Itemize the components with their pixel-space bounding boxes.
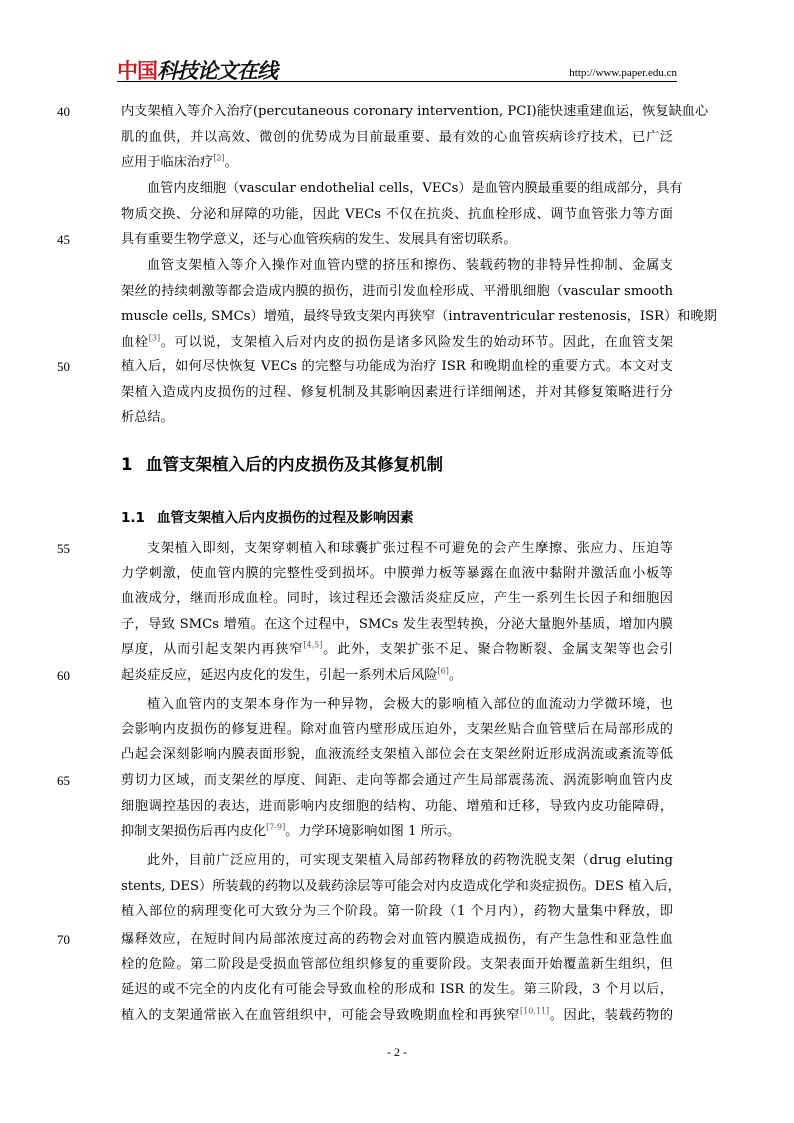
page-number: - 2 - bbox=[387, 1045, 407, 1059]
line-number: 45 bbox=[57, 232, 70, 247]
logo-black-text: 科技论文在线 bbox=[157, 59, 277, 83]
body-line: 应用于临床治疗[2]。 bbox=[121, 153, 238, 170]
body-line: 爆释效应，在短时间内局部浓度过高的药物会对血管内膜造成损伤，有产生急性和亚急性血 bbox=[121, 932, 673, 947]
body-line: 凸起会深刻影响内膜表面形貌，血液流经支架植入部位会在支架丝附近形成涡流或紊流等低 bbox=[121, 747, 673, 762]
subsection-number: 1.1 bbox=[121, 510, 145, 526]
line-number: 65 bbox=[57, 773, 70, 788]
body-line: 肌的血供，并以高效、微创的优势成为目前最重要、最有效的心血管疾病诊疗技术，已广泛 bbox=[121, 130, 673, 145]
body-line: 植入部位的病理变化可大致分为三个阶段。第一阶段（1 个月内），药物大量集中释放，即 bbox=[121, 904, 673, 919]
citation[interactable]: [4,5] bbox=[303, 640, 323, 650]
body-line: 会影响内皮损伤的修复进程。除对血管内壁形成压迫外，支架丝贴合血管壁后在局部形成的 bbox=[121, 722, 673, 737]
page-header bbox=[117, 57, 677, 83]
header-rule bbox=[117, 81, 677, 82]
logo-red-text: 中国 bbox=[117, 59, 157, 83]
body-line: 细胞调控基因的表达，进而影响内皮细胞的结构、功能、增殖和迁移，导致内皮功能障碍， bbox=[121, 799, 673, 814]
body-line: 血管内皮细胞（vascular endothelial cells，VECs）是血管内膜最重要的组成部分，具有 bbox=[147, 181, 683, 196]
body-line: 架丝的持续刺激等都会造成内膜的损伤，进而引发血栓形成、平滑肌细胞（vascular smooth bbox=[121, 284, 673, 299]
body-line: stents, DES）所装载的药物以及载药涂层等可能会对内皮造成化学和炎症损伤。DES 植入后， bbox=[121, 879, 681, 894]
section-title: 血管支架植入后的内皮损伤及其修复机制 bbox=[146, 455, 443, 474]
body-line: 物质交换、分泌和屏障的功能，因此 VECs 不仅在抗炎、抗血栓形成、调节血管张力等方面 bbox=[121, 207, 673, 222]
section-number: 1 bbox=[121, 455, 133, 474]
section-heading bbox=[121, 455, 443, 475]
body-line: 延迟的或不完全的内皮化有可能会导致血栓的形成和 ISR 的发生。第三阶段，3 个月以后， bbox=[121, 982, 673, 997]
body-line: 力学刺激，使血管内膜的完整性受到损坏。中膜弹力板等暴露在血液中黏附并激活血小板等 bbox=[121, 566, 673, 581]
body-line: 植入后，如何尽快恢复 VECs 的完整与功能成为治疗 ISR 和晚期血栓的重要方式。本文对支 bbox=[121, 359, 673, 374]
citation[interactable]: [10,11] bbox=[520, 1006, 550, 1016]
body-line: 植入血管内的支架本身作为一种异物，会极大的影响植入部位的血流动力学微环境，也 bbox=[147, 697, 673, 712]
line-number: 55 bbox=[57, 541, 70, 556]
line-number: 40 bbox=[57, 104, 70, 119]
body-line: 析总结。 bbox=[121, 410, 174, 425]
body-line: 植入的支架通常嵌入在血管组织中，可能会导致晚期血栓和再狭窄[10,11]。因此，装载药物的 bbox=[121, 1006, 674, 1023]
body-line: 抑制支架损伤后再内皮化[7-9]。力学环境影响如图 1 所示。 bbox=[121, 822, 461, 839]
body-line: 支架植入即刻，支架穿刺植入和球囊扩张过程不可避免的会产生摩擦、张应力、压迫等 bbox=[147, 541, 673, 556]
body-line: 栓的危险。第二阶段是受损血管部位组织修复的重要阶段。支架表面开始覆盖新生组织，但 bbox=[121, 957, 673, 972]
body-line: 血液成分，继而形成血栓。同时，该过程还会激活炎症反应，产生一系列生长因子和细胞因 bbox=[121, 591, 673, 606]
citation[interactable]: [7-9] bbox=[266, 822, 286, 832]
subsection-heading bbox=[121, 510, 414, 526]
body-line: 血管支架植入等介入操作对血管内壁的挤压和擦伤、装载药物的非特异性抑制、金属支 bbox=[147, 258, 673, 273]
line-number: 60 bbox=[57, 668, 70, 683]
body-line: 剪切力区域，而支架丝的厚度、间距、走向等都会通过产生局部震荡流、涡流影响血管内皮 bbox=[121, 773, 673, 788]
line-number: 50 bbox=[57, 359, 70, 374]
line-number: 70 bbox=[57, 932, 70, 947]
journal-logo bbox=[117, 57, 277, 83]
body-line: muscle cells, SMCs）增殖，最终导致支架内再狭窄（intraventricular restenosis，ISR）和晚期 bbox=[121, 309, 717, 324]
body-line: 内支架植入等介入治疗(percutaneous coronary intervention, PCI)能快速重建血运，恢复缺血心 bbox=[121, 104, 709, 119]
citation[interactable]: [2] bbox=[213, 153, 225, 163]
body-line: 厚度，从而引起支架内再狭窄[4,5]。此外，支架扩张不足、聚合物断裂、金属支架等也会引 bbox=[121, 640, 674, 657]
subsection-title: 血管支架植入后内皮损伤的过程及影响因素 bbox=[157, 510, 414, 526]
body-line: 血栓[3]。可以说，支架植入后对内皮的损伤是诸多风险发生的始动环节。因此，在血管支架 bbox=[121, 333, 674, 350]
citation[interactable]: [3] bbox=[148, 333, 161, 343]
body-line: 此外，目前广泛应用的，可实现支架植入局部药物释放的药物洗脱支架（drug eluting bbox=[147, 853, 673, 868]
body-line: 具有重要生物学意义，还与心血管疾病的发生、发展具有密切联系。 bbox=[121, 232, 517, 247]
citation[interactable]: [6] bbox=[437, 666, 449, 676]
body-line: 子，导致 SMCs 增殖。在这个过程中，SMCs 发生表型转换，分泌大量胞外基质，增加内膜 bbox=[121, 617, 673, 632]
body-line: 架植入造成内皮损伤的过程、修复机制及其影响因素进行详细阐述，并对其修复策略进行分 bbox=[121, 385, 673, 400]
header-url[interactable]: http://www.paper.edu.cn bbox=[569, 67, 677, 79]
body-line: 起炎症反应，延迟内皮化的发生，引起一系列术后风险[6]。 bbox=[121, 666, 463, 683]
